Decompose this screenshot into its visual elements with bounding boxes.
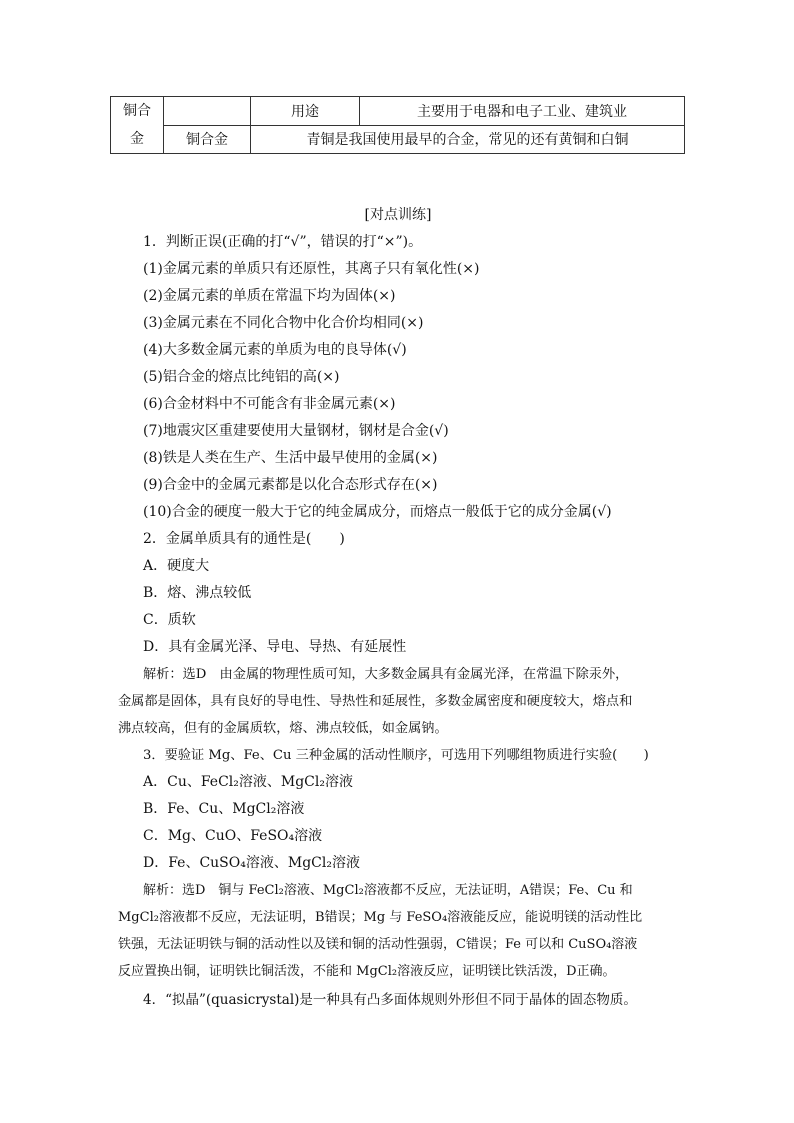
table-cell-usage-header: 用途	[251, 97, 360, 126]
q1-item: (3)金属元素在不同化合物中化合价均相同(×)	[143, 315, 424, 331]
q2-stem: 2．金属单质具有的通性是( )	[143, 531, 345, 547]
table-cell-usage-value: 主要用于电器和电子工业、建筑业	[360, 97, 685, 126]
reference-table	[110, 96, 685, 154]
q2-option: B．熔、沸点较低	[143, 585, 252, 601]
q3-analysis: 铁强，无法证明铁与铜的活动性以及镁和铜的活动性强弱，C错误；Fe 可以和 CuSO₄溶液	[118, 937, 638, 952]
q3-option-c: C．Mg、CuO、FeSO₄溶液	[143, 828, 323, 844]
section-heading: [对点训练]	[364, 207, 432, 223]
q3-analysis: 反应置换出铜，证明铁比铜活泼，不能和 MgCl₂溶液反应，证明镁比铁活泼，D正确。	[118, 964, 616, 979]
q3-option-a: A．Cu、FeCl₂溶液、MgCl₂溶液	[143, 774, 353, 790]
q3-analysis: MgCl₂溶液都不反应，无法证明，B错误；Mg 与 FeSO₄溶液能反应，能说明镁的活动性比	[118, 910, 643, 925]
q2-analysis: 解析：选D 由金属的物理性质可知，大多数金属具有金属光泽，在常温下除汞外，	[143, 667, 629, 682]
table-cell-alloy-desc: 青铜是我国使用最早的合金，常见的还有黄铜和白铜	[251, 125, 685, 154]
q1-item: (6)合金材料中不可能含有非金属元素(×)	[143, 396, 396, 412]
q3-analysis: 解析：选D 铜与 FeCl₂溶液、MgCl₂溶液都不反应，无法证明，A错误；Fe、Cu 和	[143, 883, 633, 898]
q3-option-d: D．Fe、CuSO₄溶液、MgCl₂溶液	[143, 855, 360, 871]
q1-item: (10)合金的硬度一般大于它的纯金属成分，而熔点一般低于它的成分金属(√)	[143, 504, 612, 520]
table-cell-category	[111, 97, 164, 154]
q1-item: (5)铝合金的熔点比纯铝的高(×)	[143, 369, 340, 385]
q2-option: C．质软	[143, 612, 196, 628]
q2-option: A．硬度大	[143, 558, 210, 574]
table-cell-empty	[164, 97, 251, 126]
q1-item: (7)地震灾区重建要使用大量钢材，钢材是合金(√)	[143, 423, 449, 439]
table-cell-alloy-name: 铜合金	[164, 125, 251, 154]
table-cell-category-line2: 金	[130, 131, 144, 147]
q3-stem: 3．要验证 Mg、Fe、Cu 三种金属的活动性顺序，可选用下列哪组物质进行实验( )	[143, 748, 649, 763]
q2-option: D．具有金属光泽、导电、导热、有延展性	[143, 639, 407, 655]
q1-item: (1)金属元素的单质只有还原性，其离子只有氧化性(×)	[143, 261, 480, 277]
q1-item: (9)合金中的金属元素都是以化合态形式存在(×)	[143, 477, 438, 493]
q2-analysis: 沸点较高，但有的金属质软，熔、沸点较低，如金属钠。	[118, 721, 448, 736]
q4-stem: 4．“拟晶”(quasicrystal)是一种具有凸多面体规则外形但不同于晶体的固态物质。	[143, 992, 637, 1008]
table-cell-category-line1: 铜合	[123, 103, 151, 119]
q1-item: (4)大多数金属元素的单质为电的良导体(√)	[143, 342, 407, 358]
q2-analysis: 金属都是固体，具有良好的导电性、导热性和延展性，多数金属密度和硬度较大，熔点和	[118, 694, 633, 709]
q1-item: (2)金属元素的单质在常温下均为固体(×)	[143, 288, 396, 304]
q1-stem: 1．判断正误(正确的打“√”，错误的打“×”)。	[143, 234, 423, 250]
q1-item: (8)铁是人类在生产、生活中最早使用的金属(×)	[143, 450, 438, 466]
q3-option-b: B．Fe、Cu、MgCl₂溶液	[143, 801, 305, 817]
